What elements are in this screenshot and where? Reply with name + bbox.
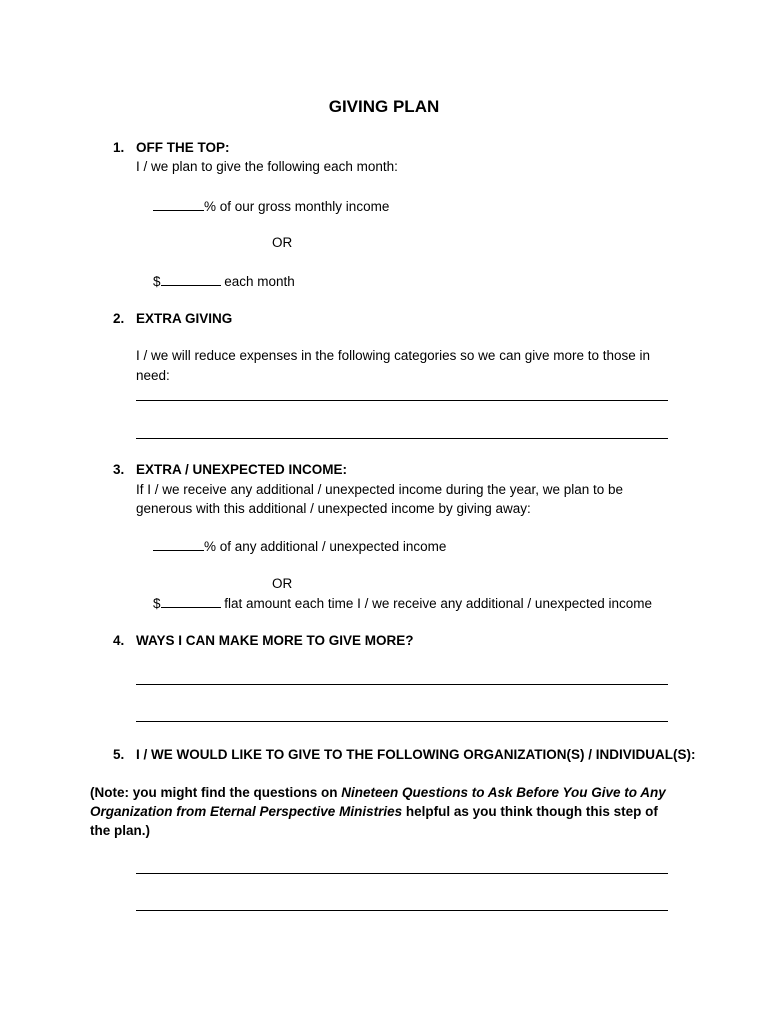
amount-blank[interactable] (161, 271, 221, 286)
section-5-heading: I / WE WOULD LIKE TO GIVE TO THE FOLLOWING ORGANIZATION(S) / INDIVIDUAL(S): (136, 747, 696, 762)
section-3-text-line-1: If I / we receive any additional / unexpected income during the year, we plan to be (136, 482, 624, 497)
section-1-intro: I / we plan to give the following each month: (136, 159, 398, 174)
dollar-sign: $ (153, 274, 161, 289)
amount-label: each month (220, 274, 295, 289)
section-2-answer-line-1[interactable] (136, 400, 668, 401)
section-3-text-line-2: generous with this additional / unexpected income by giving away: (136, 501, 531, 516)
section-5-answer-line-2[interactable] (136, 910, 668, 911)
section-3-amount-row (153, 593, 652, 613)
section-2-number: 2. (113, 311, 125, 326)
section-2-heading: EXTRA GIVING (136, 311, 233, 326)
section-1-heading: OFF THE TOP: (136, 140, 230, 155)
section-3-or: OR (272, 576, 293, 591)
section-4-answer-line-2[interactable] (136, 721, 668, 722)
section-4-answer-line-1[interactable] (136, 684, 668, 685)
section-4-heading: WAYS I CAN MAKE MORE TO GIVE MORE? (136, 633, 414, 648)
note-post: helpful as you think though this step of the plan.) (90, 804, 658, 838)
section-3-heading: EXTRA / UNEXPECTED INCOME: (136, 462, 348, 477)
section-2-text-line-2: need: (136, 368, 170, 383)
section-4-number: 4. (113, 633, 125, 648)
section-5-number: 5. (113, 747, 125, 762)
note-publication-title: Nineteen Questions to Ask Before You Give to Any Organization from Eternal Perspective Ministries (90, 785, 666, 819)
amount-blank[interactable] (161, 593, 221, 608)
section-2-text-line-1: I / we will reduce expenses in the following categories so we can give more to those in (136, 348, 651, 363)
dollar-sign: $ (153, 596, 161, 611)
percent-label: % of any additional / unexpected income (204, 539, 447, 554)
amount-label: flat amount each time I / we receive any additional / unexpected income (220, 596, 653, 611)
percent-label: % of our gross monthly income (204, 199, 390, 214)
percent-blank[interactable] (153, 196, 204, 211)
page-title: GIVING PLAN (328, 97, 440, 116)
section-3-percent-row (153, 536, 446, 556)
note-paragraph (90, 783, 672, 840)
section-1-or: OR (272, 235, 293, 250)
section-1-number: 1. (113, 140, 125, 155)
section-1-percent-row (153, 196, 389, 216)
section-2-answer-line-2[interactable] (136, 438, 668, 439)
percent-blank[interactable] (153, 536, 204, 551)
section-5-answer-line-1[interactable] (136, 873, 668, 874)
section-1-amount-row (153, 271, 295, 291)
note-pre: (Note: you might find the questions on (90, 785, 342, 800)
section-3-number: 3. (113, 462, 125, 477)
